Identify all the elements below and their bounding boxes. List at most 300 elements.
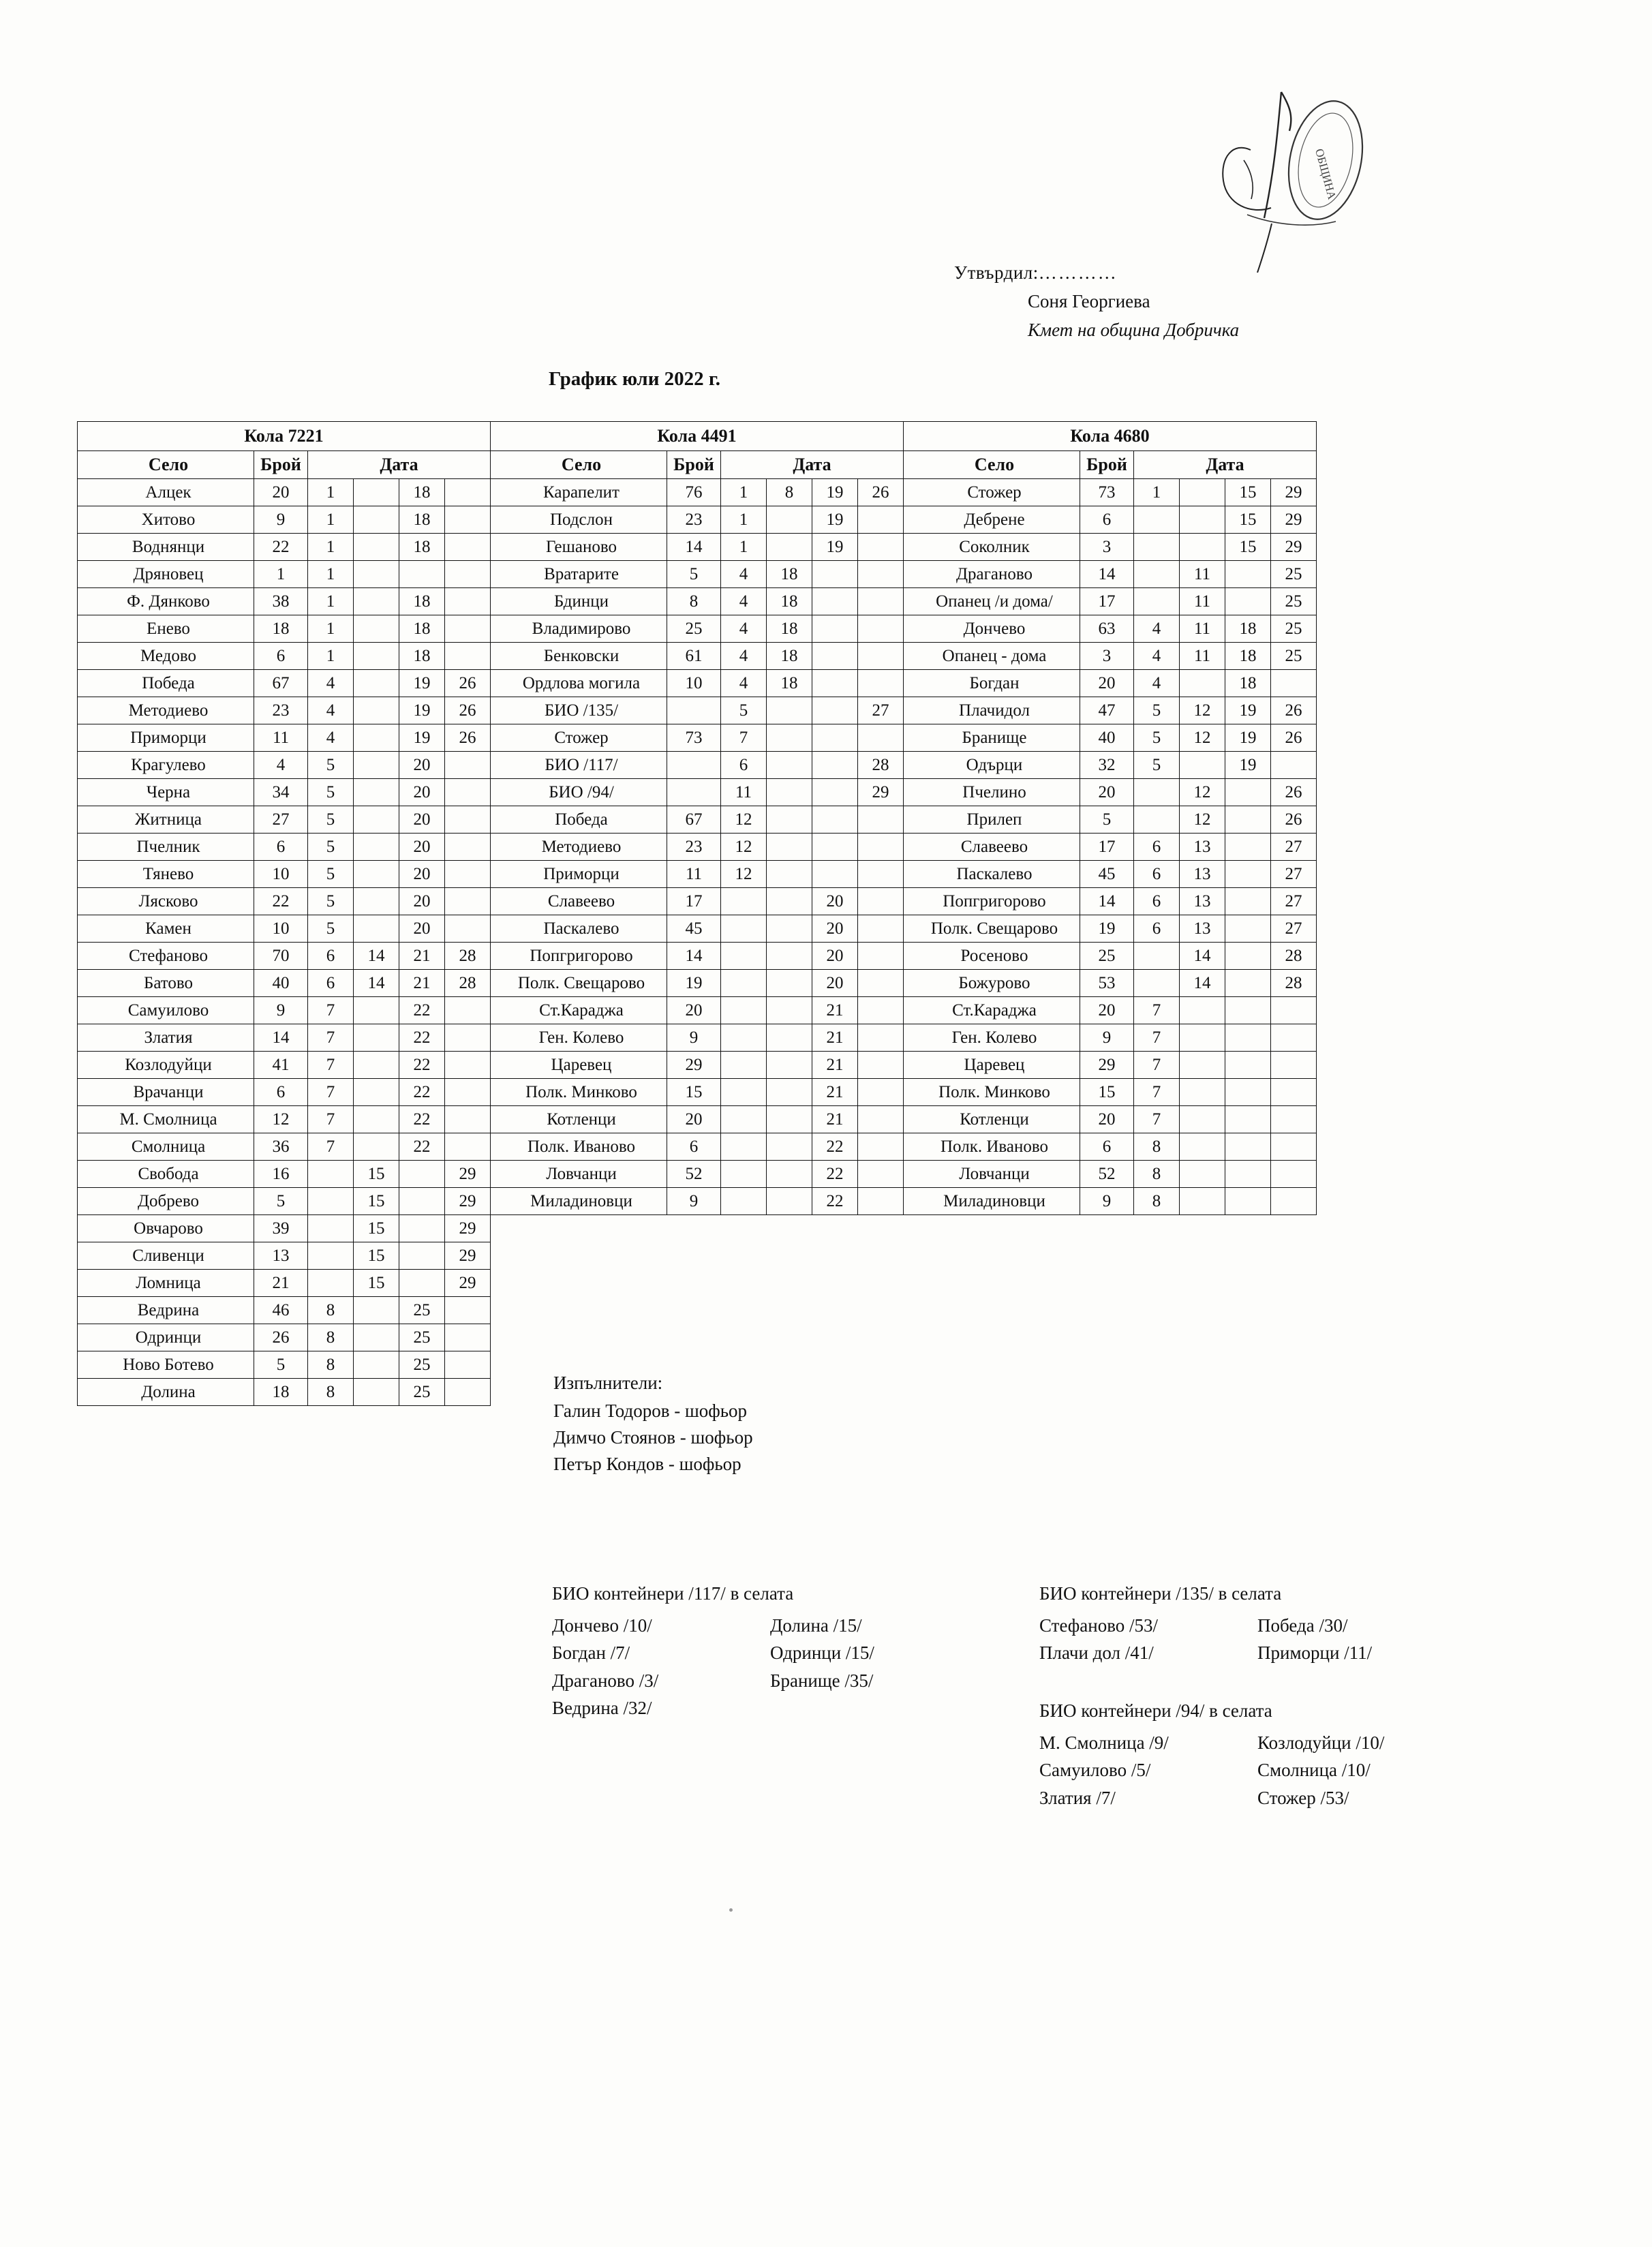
cell-village: Крагулево xyxy=(78,752,254,779)
cell-date xyxy=(1271,1161,1317,1188)
cell-village: Ген. Колево xyxy=(491,1024,667,1052)
cell-village: БИО /135/ xyxy=(491,697,667,724)
cell-date: 12 xyxy=(1180,806,1225,834)
cell-village: Алцек xyxy=(78,479,254,506)
cell-village: Котленци xyxy=(491,1106,667,1133)
cell-date: 13 xyxy=(1180,861,1225,888)
cell-village: Гешаново xyxy=(491,534,667,561)
cell-village: Божурово xyxy=(904,970,1080,997)
bio-135-item: Приморци /11/ xyxy=(1257,1642,1373,1663)
cell-date: 29 xyxy=(858,779,904,806)
cell-village: М. Смолница xyxy=(78,1106,254,1133)
cell-count: 14 xyxy=(1080,561,1134,588)
cell-village: Ново Ботево xyxy=(78,1351,254,1379)
cell-date xyxy=(1225,779,1271,806)
cell-date xyxy=(354,697,399,724)
cell-date: 21 xyxy=(812,1052,858,1079)
cell-date xyxy=(812,615,858,643)
cell-date: 11 xyxy=(1180,588,1225,615)
cell-village: Ордлова могила xyxy=(491,670,667,697)
cell-village: Росеново xyxy=(904,943,1080,970)
cell-date: 20 xyxy=(399,888,445,915)
cell-date: 18 xyxy=(399,588,445,615)
cell-date xyxy=(1225,943,1271,970)
cell-date: 18 xyxy=(767,588,812,615)
cell-date xyxy=(767,1052,812,1079)
cell-date xyxy=(354,561,399,588)
cell-village: Дебрене xyxy=(904,506,1080,534)
cell-date xyxy=(812,1242,858,1270)
cell-date xyxy=(445,615,491,643)
cell-date: 6 xyxy=(308,970,354,997)
cell-count: 20 xyxy=(254,479,308,506)
cell-date xyxy=(354,643,399,670)
cell-date xyxy=(445,997,491,1024)
cell-date: 11 xyxy=(1180,615,1225,643)
cell-date xyxy=(445,834,491,861)
cell-date xyxy=(767,970,812,997)
col-date-2: Дата xyxy=(721,451,904,479)
table-row xyxy=(78,1215,1317,1242)
cell-count: 40 xyxy=(254,970,308,997)
cell-date xyxy=(1271,1351,1317,1379)
table-row xyxy=(78,1270,1317,1297)
cell-date xyxy=(1180,997,1225,1024)
cell-date: 1 xyxy=(308,615,354,643)
cell-date xyxy=(308,1242,354,1270)
cell-date: 20 xyxy=(812,888,858,915)
cell-date: 12 xyxy=(721,806,767,834)
cell-village: Попгригорово xyxy=(491,943,667,970)
cell-date: 14 xyxy=(1180,943,1225,970)
cell-count: 14 xyxy=(254,1024,308,1052)
cell-date xyxy=(721,1188,767,1215)
cell-date xyxy=(445,588,491,615)
cell-village: Царевец xyxy=(491,1052,667,1079)
cell-date: 11 xyxy=(721,779,767,806)
cell-count: 20 xyxy=(667,997,721,1024)
cell-date xyxy=(445,888,491,915)
bio-135-item: Плачи дол /41/ xyxy=(1039,1642,1154,1663)
cell-date xyxy=(354,779,399,806)
cell-date xyxy=(1271,1242,1317,1270)
bio-94-item: М. Смолница /9/ xyxy=(1039,1732,1169,1753)
cell-village xyxy=(904,1215,1080,1242)
cell-date: 22 xyxy=(399,1024,445,1052)
cell-date: 14 xyxy=(354,970,399,997)
cell-date: 19 xyxy=(1225,752,1271,779)
cell-date xyxy=(445,915,491,943)
cell-village: Камен xyxy=(78,915,254,943)
cell-date xyxy=(1134,534,1180,561)
table-row xyxy=(78,861,1317,888)
cell-date: 15 xyxy=(1225,479,1271,506)
cell-date xyxy=(399,561,445,588)
cell-count: 46 xyxy=(254,1297,308,1324)
cell-date xyxy=(721,1215,767,1242)
cell-date xyxy=(1180,1052,1225,1079)
col-count-2: Брой xyxy=(667,451,721,479)
cell-village: Полк. Свещарово xyxy=(491,970,667,997)
cell-date xyxy=(445,643,491,670)
cell-village: Одринци xyxy=(78,1324,254,1351)
cell-count xyxy=(667,752,721,779)
cell-date xyxy=(812,697,858,724)
schedule-table xyxy=(77,421,1317,1406)
cell-date xyxy=(1225,970,1271,997)
cell-village: Бенковски xyxy=(491,643,667,670)
cell-date: 29 xyxy=(1271,506,1317,534)
cell-date xyxy=(1134,1242,1180,1270)
cell-date xyxy=(1271,670,1317,697)
cell-date xyxy=(721,1161,767,1188)
cell-date xyxy=(445,1024,491,1052)
cell-date: 26 xyxy=(1271,697,1317,724)
bio-94-item: Самуилово /5/ xyxy=(1039,1760,1151,1780)
cell-date: 6 xyxy=(721,752,767,779)
bio-117-title: БИО контейнери /117/ в селата xyxy=(552,1583,794,1604)
cell-village: Полк. Минково xyxy=(904,1079,1080,1106)
cell-date: 20 xyxy=(812,943,858,970)
approval-label: Утвърдил: xyxy=(954,262,1039,283)
cell-date xyxy=(858,1242,904,1270)
cell-date: 5 xyxy=(308,806,354,834)
cell-date: 20 xyxy=(399,861,445,888)
cell-date xyxy=(858,888,904,915)
cell-date: 22 xyxy=(812,1188,858,1215)
cell-date: 7 xyxy=(721,724,767,752)
cell-count: 5 xyxy=(667,561,721,588)
page-title: График юли 2022 г. xyxy=(549,368,721,390)
cell-date: 18 xyxy=(767,561,812,588)
cell-date: 18 xyxy=(399,534,445,561)
cell-count: 10 xyxy=(254,861,308,888)
cell-date: 19 xyxy=(812,479,858,506)
cell-count: 11 xyxy=(667,861,721,888)
cell-date: 4 xyxy=(308,697,354,724)
cell-date xyxy=(1134,1379,1180,1406)
cell-count: 52 xyxy=(1080,1161,1134,1188)
cell-date xyxy=(767,1270,812,1297)
cell-count: 73 xyxy=(1080,479,1134,506)
cell-date xyxy=(812,834,858,861)
cell-date xyxy=(858,806,904,834)
cell-count: 19 xyxy=(1080,915,1134,943)
cell-count: 14 xyxy=(667,943,721,970)
cell-date: 12 xyxy=(1180,724,1225,752)
cell-date xyxy=(354,670,399,697)
cell-count: 17 xyxy=(1080,834,1134,861)
cell-date xyxy=(1180,534,1225,561)
cell-count xyxy=(667,1297,721,1324)
cell-date xyxy=(721,1133,767,1161)
cell-date xyxy=(858,588,904,615)
cell-count: 9 xyxy=(254,506,308,534)
cell-village: Полк. Минково xyxy=(491,1079,667,1106)
table-row xyxy=(78,697,1317,724)
cell-date: 1 xyxy=(308,643,354,670)
cell-date: 1 xyxy=(308,588,354,615)
cell-date: 25 xyxy=(1271,588,1317,615)
cell-village: Вратарите xyxy=(491,561,667,588)
cell-date xyxy=(1180,752,1225,779)
cell-village: Енево xyxy=(78,615,254,643)
cell-count: 47 xyxy=(1080,697,1134,724)
table-row xyxy=(78,1297,1317,1324)
cell-date: 4 xyxy=(1134,643,1180,670)
cell-count: 20 xyxy=(1080,997,1134,1024)
cell-date: 15 xyxy=(354,1270,399,1297)
cell-village: Ген. Колево xyxy=(904,1024,1080,1052)
cell-date xyxy=(354,506,399,534)
bio-117-item: Богдан /7/ xyxy=(552,1642,630,1663)
cell-village: Бдинци xyxy=(491,588,667,615)
cell-date: 29 xyxy=(1271,534,1317,561)
cell-village: Ф. Дянково xyxy=(78,588,254,615)
table-row xyxy=(78,1188,1317,1215)
bio-135-title: БИО контейнери /135/ в селата xyxy=(1039,1583,1282,1604)
cell-count: 1 xyxy=(254,561,308,588)
cell-date xyxy=(858,1106,904,1133)
cell-date xyxy=(767,834,812,861)
cell-date: 19 xyxy=(399,724,445,752)
cell-date xyxy=(1225,1079,1271,1106)
cell-date xyxy=(721,1324,767,1351)
cell-count: 23 xyxy=(667,834,721,861)
cell-date xyxy=(354,1133,399,1161)
cell-date: 15 xyxy=(354,1215,399,1242)
cell-date xyxy=(858,1379,904,1406)
cell-date xyxy=(445,479,491,506)
table-row xyxy=(78,724,1317,752)
cell-date xyxy=(1180,670,1225,697)
cell-village: Пчелино xyxy=(904,779,1080,806)
cell-date xyxy=(445,506,491,534)
cell-date: 11 xyxy=(1180,643,1225,670)
bio-117-item: Ведрина /32/ xyxy=(552,1698,652,1718)
table-row xyxy=(78,561,1317,588)
cell-count: 18 xyxy=(254,1379,308,1406)
cell-count: 20 xyxy=(1080,779,1134,806)
cell-count xyxy=(667,1215,721,1242)
table-row xyxy=(78,1242,1317,1270)
cell-village: Паскалево xyxy=(491,915,667,943)
cell-date: 18 xyxy=(767,670,812,697)
cell-count: 12 xyxy=(254,1106,308,1133)
cell-count: 16 xyxy=(254,1161,308,1188)
cell-date xyxy=(354,806,399,834)
cell-date xyxy=(767,997,812,1024)
cell-count: 22 xyxy=(254,888,308,915)
cell-date xyxy=(1134,970,1180,997)
table-row xyxy=(78,915,1317,943)
cell-count: 4 xyxy=(254,752,308,779)
cell-date xyxy=(812,588,858,615)
cell-date xyxy=(1225,1379,1271,1406)
cell-date: 4 xyxy=(721,588,767,615)
cell-date xyxy=(1180,1379,1225,1406)
cell-count xyxy=(1080,1297,1134,1324)
cell-count: 53 xyxy=(1080,970,1134,997)
cell-date xyxy=(767,506,812,534)
cell-village: Врачанци xyxy=(78,1079,254,1106)
cell-date xyxy=(767,752,812,779)
cell-date: 29 xyxy=(445,1242,491,1270)
cell-date: 25 xyxy=(399,1324,445,1351)
cell-date xyxy=(445,1351,491,1379)
cell-date xyxy=(308,1215,354,1242)
cell-count: 45 xyxy=(667,915,721,943)
cell-date: 4 xyxy=(721,615,767,643)
cell-date xyxy=(1271,997,1317,1024)
cell-count: 25 xyxy=(667,615,721,643)
cell-date xyxy=(445,1106,491,1133)
cell-date xyxy=(858,506,904,534)
cell-date xyxy=(1225,1270,1271,1297)
cell-date xyxy=(308,1188,354,1215)
cell-village: БИО /94/ xyxy=(491,779,667,806)
cell-date: 20 xyxy=(399,806,445,834)
cell-count: 15 xyxy=(1080,1079,1134,1106)
cell-date xyxy=(1134,1297,1180,1324)
cell-date: 15 xyxy=(354,1242,399,1270)
cell-count: 38 xyxy=(254,588,308,615)
cell-count: 3 xyxy=(1080,534,1134,561)
cell-date xyxy=(354,534,399,561)
cell-date xyxy=(308,1161,354,1188)
cell-date xyxy=(767,1024,812,1052)
cell-date xyxy=(858,1297,904,1324)
table-row xyxy=(78,997,1317,1024)
cell-date xyxy=(308,1270,354,1297)
cell-village: Тянево xyxy=(78,861,254,888)
cell-count: 6 xyxy=(254,834,308,861)
cell-date xyxy=(1134,1324,1180,1351)
approver-role: Кмет на община Добричка xyxy=(1028,319,1240,340)
cell-date xyxy=(1225,1324,1271,1351)
svg-text:ОБЩИНА: ОБЩИНА xyxy=(1313,147,1339,201)
cell-date: 8 xyxy=(308,1297,354,1324)
cell-village: Златия xyxy=(78,1024,254,1052)
cell-village: Приморци xyxy=(491,861,667,888)
cell-date xyxy=(1225,806,1271,834)
cell-date: 7 xyxy=(308,1052,354,1079)
cell-date xyxy=(858,1161,904,1188)
cell-date xyxy=(721,1024,767,1052)
cell-date: 8 xyxy=(1134,1161,1180,1188)
cell-date xyxy=(1180,1079,1225,1106)
cell-village: Долина xyxy=(78,1379,254,1406)
cell-village: Попгригорово xyxy=(904,888,1080,915)
cell-count: 9 xyxy=(1080,1188,1134,1215)
cell-date xyxy=(354,997,399,1024)
cell-village: Миладиновци xyxy=(904,1188,1080,1215)
cell-date xyxy=(812,561,858,588)
cell-date xyxy=(858,1324,904,1351)
cell-date xyxy=(1271,1106,1317,1133)
cell-date: 28 xyxy=(1271,943,1317,970)
cell-count: 61 xyxy=(667,643,721,670)
cell-date xyxy=(767,779,812,806)
cell-date xyxy=(812,861,858,888)
cell-date xyxy=(1225,1052,1271,1079)
cell-village: Бранище xyxy=(904,724,1080,752)
cell-date xyxy=(858,943,904,970)
cell-date xyxy=(354,479,399,506)
cell-date xyxy=(812,724,858,752)
performers-block xyxy=(553,1370,753,1478)
cell-count: 14 xyxy=(1080,888,1134,915)
cell-date xyxy=(858,643,904,670)
cell-date xyxy=(858,1079,904,1106)
cell-village: Миладиновци xyxy=(491,1188,667,1215)
cell-village: Богдан xyxy=(904,670,1080,697)
cell-date: 4 xyxy=(721,643,767,670)
cell-count: 25 xyxy=(1080,943,1134,970)
cell-village: Прилеп xyxy=(904,806,1080,834)
cell-date xyxy=(858,1270,904,1297)
cell-village: Полк. Свещарово xyxy=(904,915,1080,943)
cell-date: 27 xyxy=(1271,888,1317,915)
table-row xyxy=(78,615,1317,643)
cell-date: 21 xyxy=(812,997,858,1024)
cell-date xyxy=(767,534,812,561)
cell-date xyxy=(767,724,812,752)
cell-date: 4 xyxy=(721,561,767,588)
cell-count xyxy=(1080,1270,1134,1297)
cell-date xyxy=(1180,1324,1225,1351)
cell-count: 6 xyxy=(1080,506,1134,534)
bio-117-item: Бранище /35/ xyxy=(770,1670,874,1691)
cell-village: Добрево xyxy=(78,1188,254,1215)
cell-count: 9 xyxy=(667,1024,721,1052)
table-row xyxy=(78,1161,1317,1188)
cell-date xyxy=(1225,1161,1271,1188)
cell-village: Хитово xyxy=(78,506,254,534)
cell-date xyxy=(445,779,491,806)
cell-date xyxy=(1271,1324,1317,1351)
cell-village xyxy=(904,1270,1080,1297)
cell-village: Котленци xyxy=(904,1106,1080,1133)
cell-date xyxy=(1134,506,1180,534)
table-row xyxy=(78,943,1317,970)
cell-date: 29 xyxy=(1271,479,1317,506)
cell-village: Смолница xyxy=(78,1133,254,1161)
cell-date: 18 xyxy=(1225,670,1271,697)
cell-date: 22 xyxy=(399,1052,445,1079)
cell-date xyxy=(445,561,491,588)
bio-135-block xyxy=(1039,1580,1475,1667)
cell-date xyxy=(1225,915,1271,943)
cell-village: Опанец /и дома/ xyxy=(904,588,1080,615)
cell-date: 14 xyxy=(354,943,399,970)
cell-date: 7 xyxy=(1134,997,1180,1024)
cell-date xyxy=(1180,1024,1225,1052)
cell-date xyxy=(858,561,904,588)
bio-117-item: Долина /15/ xyxy=(770,1615,862,1636)
cell-date: 13 xyxy=(1180,915,1225,943)
cell-village: Сливенци xyxy=(78,1242,254,1270)
cell-date: 8 xyxy=(308,1379,354,1406)
cell-date: 7 xyxy=(1134,1024,1180,1052)
cell-date: 5 xyxy=(308,915,354,943)
cell-village: Подслон xyxy=(491,506,667,534)
cell-date xyxy=(445,1297,491,1324)
cell-date: 29 xyxy=(445,1161,491,1188)
cell-date: 22 xyxy=(399,1106,445,1133)
cell-date xyxy=(858,534,904,561)
cell-date: 4 xyxy=(1134,670,1180,697)
